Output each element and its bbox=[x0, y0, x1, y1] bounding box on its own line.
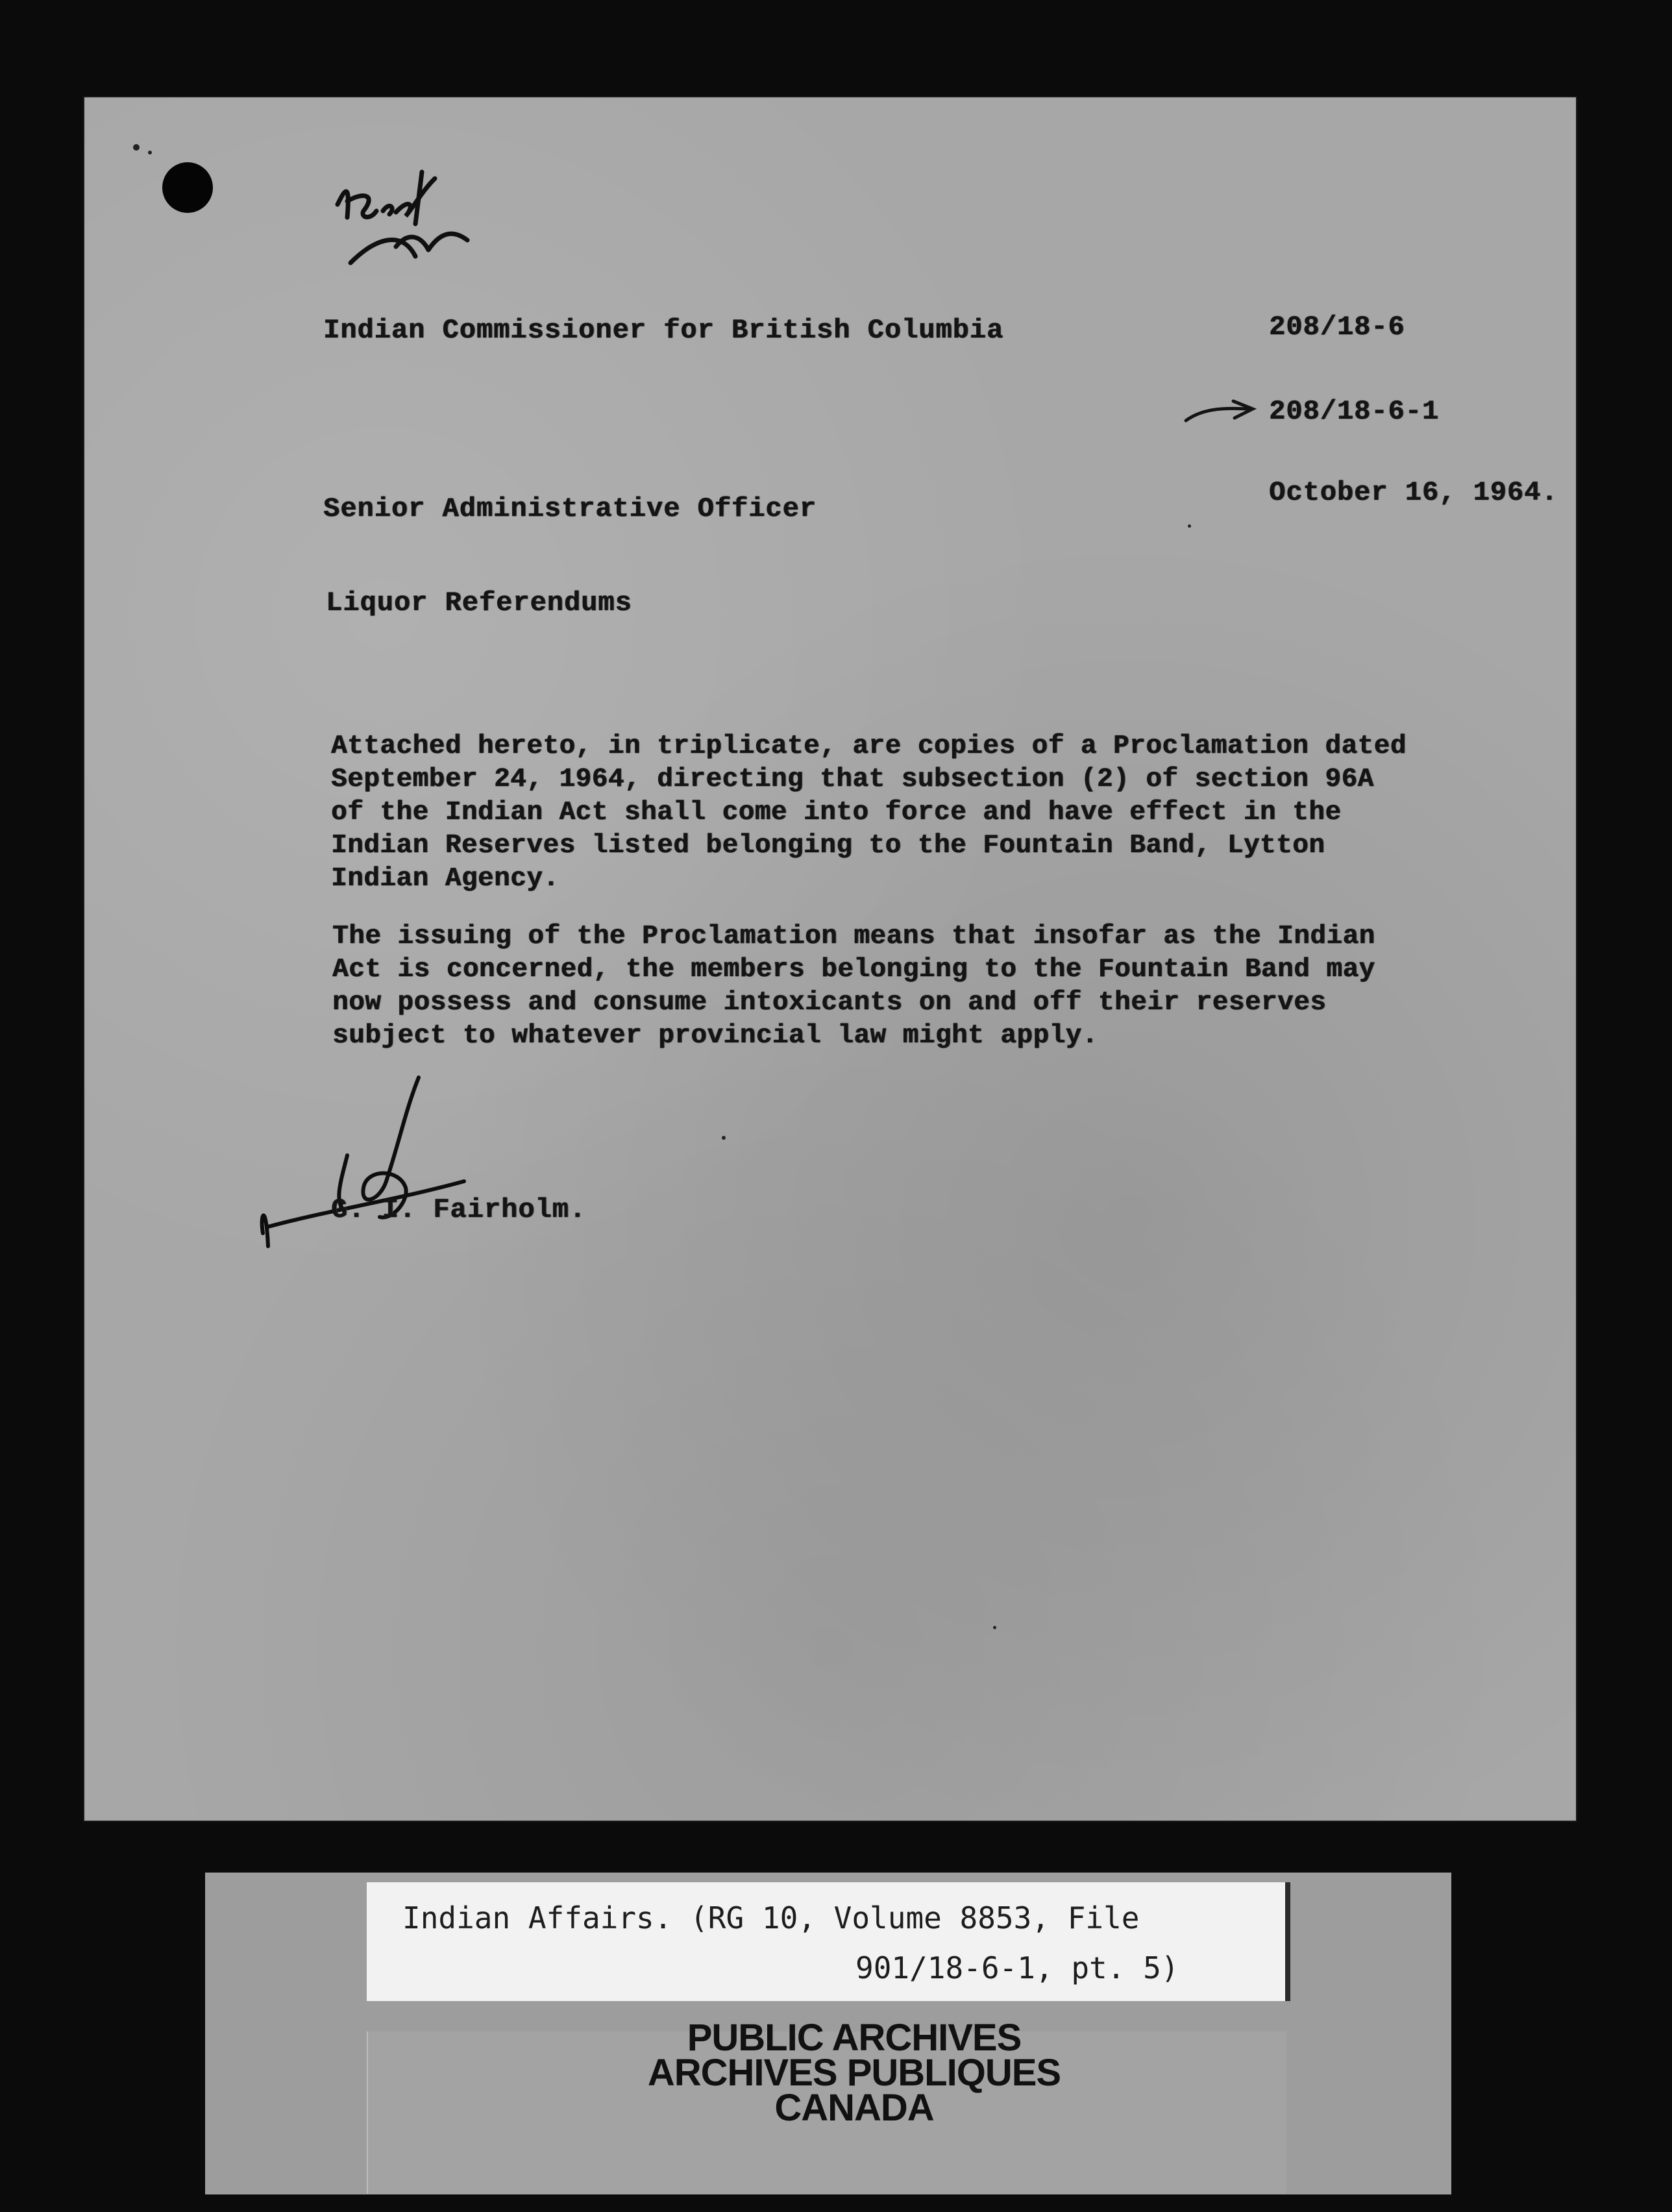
paragraph-2 bbox=[332, 920, 1436, 1053]
paragraph-2-line: Act is concerned, the members belonging to the Fountain Band may bbox=[332, 955, 1375, 985]
signature-drawing bbox=[250, 1071, 484, 1279]
memo-date: October 16, 1964. bbox=[1269, 477, 1558, 508]
file-number-2: 208/18-6-1 bbox=[1269, 396, 1440, 427]
archives-stamp bbox=[530, 2017, 1179, 2129]
speck bbox=[722, 1136, 726, 1140]
paragraph-2-line: now possess and consume intoxicants on and off their reserves bbox=[332, 988, 1327, 1018]
speck bbox=[993, 1626, 996, 1629]
memo-from: Senior Administrative Officer bbox=[323, 493, 817, 524]
memo-to: Indian Commissioner for British Columbia bbox=[323, 315, 1004, 346]
signature-name: G. I. Fairholm. bbox=[331, 1194, 587, 1225]
punch-hole bbox=[162, 162, 213, 213]
stamp-line: ARCHIVES PUBLIQUES bbox=[647, 2052, 1061, 2094]
paragraph-2-line: The issuing of the Proclamation means that insofar as the Indian bbox=[332, 922, 1375, 952]
paragraph-2-line: subject to whatever provincial law might apply. bbox=[332, 1021, 1098, 1051]
stamp-line: PUBLIC ARCHIVES bbox=[687, 2017, 1022, 2059]
paragraph-1-line: Indian Agency. bbox=[331, 864, 559, 894]
file-number-1: 208/18-6 bbox=[1269, 312, 1405, 343]
paragraph-1-line: September 24, 1964, directing that subsection (2) of section 96A bbox=[331, 765, 1374, 794]
handwritten-note-drawing bbox=[325, 166, 506, 289]
paragraph-1-line: Attached hereto, in triplicate, are copies of a Proclamation dated bbox=[331, 731, 1407, 761]
speck bbox=[148, 151, 152, 154]
speck bbox=[1188, 524, 1191, 528]
speck bbox=[133, 144, 140, 151]
archive-reference-line-1: Indian Affairs. (RG 10, Volume 8853, File bbox=[402, 1900, 1140, 1936]
arrow-icon bbox=[1183, 396, 1260, 428]
stamp-line: CANADA bbox=[774, 2087, 934, 2129]
memo-subject: Liquor Referendums bbox=[326, 587, 632, 619]
paragraph-1 bbox=[331, 730, 1434, 896]
archive-reference-line-2: 901/18-6-1, pt. 5) bbox=[855, 1950, 1179, 1985]
paragraph-1-line: Indian Reserves listed belonging to the Fountain Band, Lytton bbox=[331, 831, 1325, 861]
paragraph-1-line: of the Indian Act shall come into force and have effect in the bbox=[331, 798, 1342, 828]
